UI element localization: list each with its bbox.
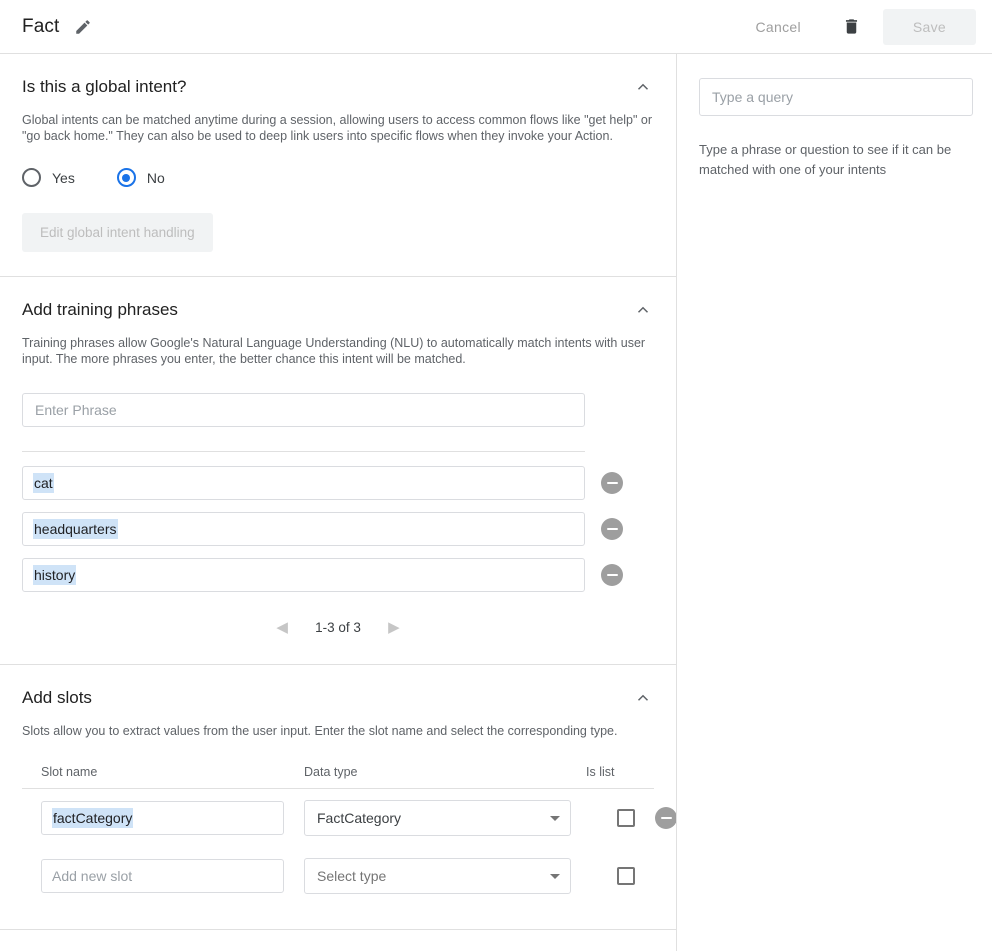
- section-slots: [0, 665, 676, 930]
- remove-phrase-button[interactable]: [601, 472, 623, 494]
- radio-no-circle: [117, 168, 136, 187]
- top-toolbar: [0, 0, 992, 54]
- section-global-intent: [0, 54, 676, 277]
- phrase-text: headquarters: [34, 521, 117, 537]
- radio-no[interactable]: [117, 168, 165, 187]
- table-row: [22, 789, 677, 847]
- column-header-is-list: Is list: [586, 765, 615, 779]
- phrase-field[interactable]: [22, 558, 585, 592]
- remove-phrase-button[interactable]: [601, 518, 623, 540]
- slots-description: Slots allow you to extract values from the user input. Enter the slot name and select the corresponding type.: [22, 724, 618, 738]
- slots-header: [22, 687, 654, 709]
- phrase-row: [22, 558, 654, 592]
- new-phrase-wrap: [22, 393, 654, 427]
- pencil-icon[interactable]: [73, 17, 93, 37]
- radio-no-label: No: [146, 169, 165, 186]
- training-phrases-header: [22, 299, 654, 321]
- page-body: [0, 54, 992, 951]
- remove-slot-button[interactable]: [655, 807, 677, 829]
- cancel-button[interactable]: Cancel: [739, 10, 816, 44]
- page-title: Fact: [22, 15, 60, 37]
- radio-yes-circle: [22, 168, 41, 187]
- chevron-down-icon: [550, 816, 560, 821]
- chevron-down-icon: [550, 874, 560, 879]
- phrase-row: [22, 512, 654, 546]
- new-slot-type-value: Select type: [317, 868, 387, 884]
- query-input[interactable]: [699, 78, 973, 116]
- phrase-row: [22, 466, 654, 500]
- preview-panel: [677, 54, 992, 951]
- radio-yes[interactable]: [22, 168, 75, 187]
- slots-table-header: [22, 765, 654, 789]
- phrase-field[interactable]: [22, 512, 585, 546]
- pagination-next-icon[interactable]: ▶: [388, 619, 400, 636]
- remove-phrase-button[interactable]: [601, 564, 623, 586]
- slot-type-select[interactable]: [304, 800, 571, 836]
- pagination-range: 1-3 of 3: [315, 619, 361, 635]
- slot-type-value: FactCategory: [317, 810, 402, 826]
- global-intent-header: [22, 76, 654, 98]
- query-help-text: Type a phrase or question to see if it can be matched with one of your intents: [699, 142, 952, 177]
- training-phrases-description: Training phrases allow Google's Natural Language Understanding (NLU) to automatically match intents with user input. The more phrases you enter, the better chance this intent will be matched.: [22, 336, 646, 366]
- radio-yes-label: Yes: [52, 169, 75, 186]
- pagination-prev-icon[interactable]: ◀: [276, 619, 288, 636]
- phrase-field[interactable]: [22, 466, 585, 500]
- enter-phrase-input[interactable]: [22, 393, 585, 427]
- chevron-up-icon[interactable]: [632, 299, 654, 321]
- slots-title: Add slots: [22, 688, 92, 707]
- global-intent-radio-group: [22, 168, 654, 187]
- new-slot-placeholder: Add new slot: [52, 868, 133, 884]
- table-row: [22, 847, 677, 905]
- phrase-text: history: [34, 567, 76, 583]
- training-phrases-title: Add training phrases: [22, 300, 178, 319]
- trash-icon[interactable]: [833, 8, 871, 46]
- column-header-data-type: Data type: [304, 765, 358, 779]
- phrase-pagination: [22, 614, 654, 640]
- is-list-checkbox[interactable]: [617, 867, 635, 885]
- column-header-slot-name: Slot name: [41, 765, 98, 779]
- new-slot-name-input[interactable]: [41, 859, 284, 893]
- is-list-checkbox[interactable]: [617, 809, 635, 827]
- phrase-text: cat: [34, 475, 53, 491]
- phrase-divider: [22, 451, 585, 452]
- slot-name-input[interactable]: [41, 801, 284, 835]
- new-slot-type-select[interactable]: [304, 858, 571, 894]
- save-button[interactable]: Save: [883, 9, 976, 45]
- section-training-phrases: [0, 277, 676, 665]
- global-intent-description: Global intents can be matched anytime during a session, allowing users to access common flows like "get help" or "go back home." They can also be used to deep link users into specific flows when they invoke your Action.: [22, 113, 653, 143]
- global-intent-title: Is this a global intent?: [22, 77, 187, 96]
- chevron-up-icon[interactable]: [632, 76, 654, 98]
- slot-name-value: factCategory: [53, 810, 133, 826]
- edit-global-intent-handling-button[interactable]: Edit global intent handling: [22, 213, 213, 252]
- editor-panel: [0, 54, 677, 951]
- chevron-up-icon[interactable]: [632, 687, 654, 709]
